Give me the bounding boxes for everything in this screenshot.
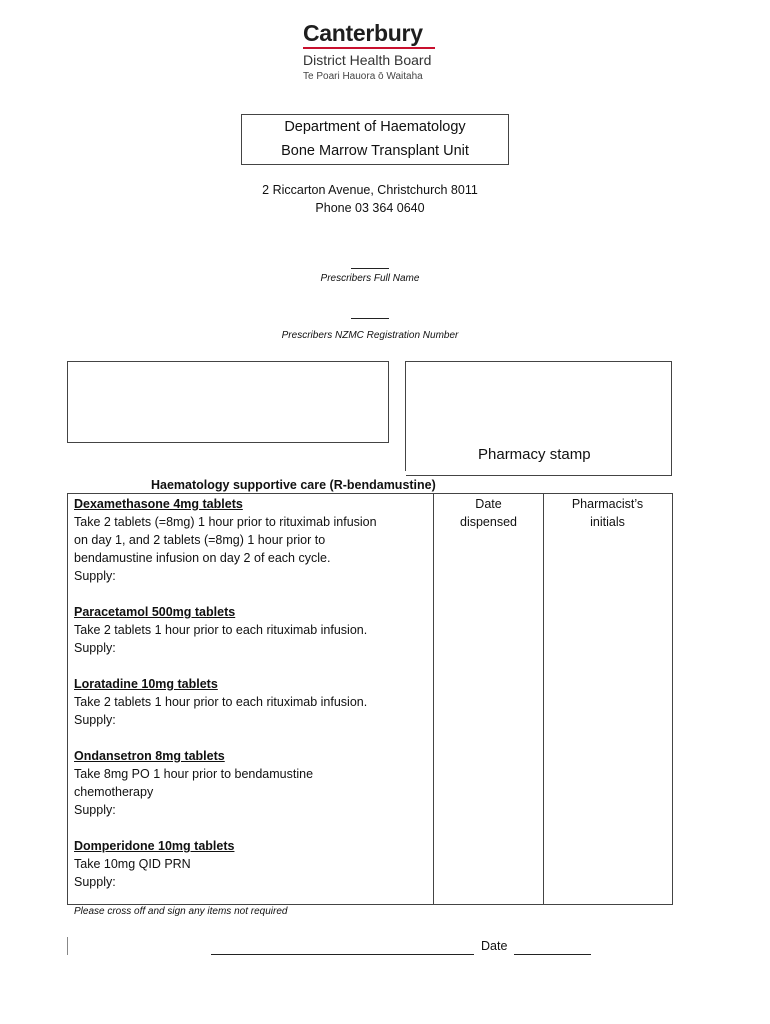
logo-maori-name: Te Poari Hauora ō Waitaha [303,71,423,82]
medication-supply[interactable]: Supply: [74,713,116,727]
pharmacy-stamp-label: Pharmacy stamp [478,446,591,463]
medication-list [74,495,430,909]
medication-instruction: Take 2 tablets (=8mg) 1 hour prior to rituximab infusion [74,515,377,529]
logo-subtitle: District Health Board [303,52,432,68]
footnote: Please cross off and sign any items not required [74,906,288,917]
prescriber-name-label: Prescribers Full Name [320,273,420,284]
signature-line[interactable] [211,954,474,955]
medication-item [74,837,430,891]
medication-instruction: bendamustine infusion on day 2 of each cycle. [74,551,331,565]
department-box [241,114,509,165]
medication-supply[interactable]: Supply: [74,875,116,889]
logo-name: Canterbury [303,20,423,46]
medication-instruction: chemotherapy [74,785,154,799]
prescriber-reg-line[interactable] [351,318,389,319]
medication-item [74,495,430,585]
medication-item [74,747,430,819]
medication-supply[interactable]: Supply: [74,803,116,817]
medication-instruction: Take 2 tablets 1 hour prior to each rituximab infusion. [74,695,368,709]
medication-name: Paracetamol 500mg tablets [74,605,236,619]
address: 2 Riccarton Avenue, Christchurch 8011 [262,183,478,197]
table-column-divider [543,493,544,904]
pharmacist-initials-header: Pharmacist’s initials [571,497,644,529]
medication-instruction: Take 8mg PO 1 hour prior to bendamustine [74,767,314,781]
medication-instruction: Take 2 tablets 1 hour prior to each rituximab infusion. [74,623,368,637]
medication-name: Domperidone 10mg tablets [74,839,235,853]
date-label: Date [481,939,508,953]
patient-details-box[interactable] [67,361,389,443]
medication-item [74,603,430,657]
medication-instruction: Take 10mg QID PRN [74,857,191,871]
margin-mark [67,937,68,955]
prescriber-reg-label: Prescribers NZMC Registration Number [281,330,459,341]
unit-name: Bone Marrow Transplant Unit [281,143,469,159]
date-dispensed-header: Date dispensed [460,497,517,529]
table-title: Haematology supportive care (R-bendamustine) [151,478,436,492]
medication-name: Loratadine 10mg tablets [74,677,218,691]
medication-name: Dexamethasone 4mg tablets [74,497,243,511]
phone: Phone 03 364 0640 [315,201,425,215]
prescriber-name-line[interactable] [351,268,389,269]
table-column-divider [433,493,434,904]
date-line[interactable] [514,954,591,955]
medication-instruction: on day 1, and 2 tablets (=8mg) 1 hour prior to [74,533,326,547]
medication-supply[interactable]: Supply: [74,569,116,583]
logo-divider [303,47,435,49]
medication-supply[interactable]: Supply: [74,641,116,655]
department-name: Department of Haematology [284,119,466,135]
medication-item [74,675,430,729]
medication-name: Ondansetron 8mg tablets [74,749,225,763]
